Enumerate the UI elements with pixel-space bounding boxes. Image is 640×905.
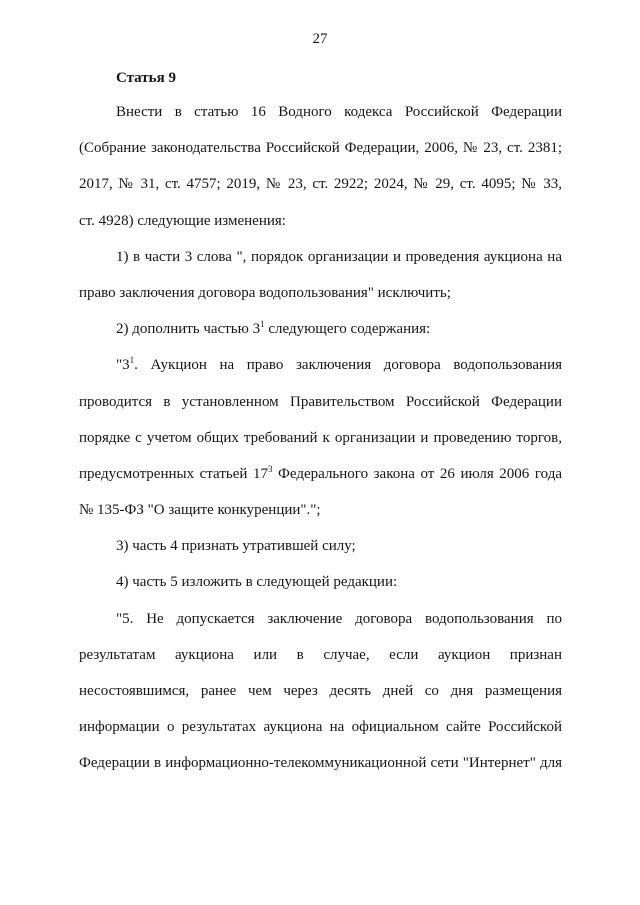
text-line: проводится в установленном Правительством Российской Федерации bbox=[79, 393, 562, 410]
superscript: 1 bbox=[260, 319, 265, 330]
line-text: 2) дополнить частью 3 bbox=[116, 321, 261, 338]
line-text: Федерального закона от 26 июля 2006 года bbox=[272, 465, 562, 482]
superscript: 3 bbox=[267, 463, 273, 474]
text-line: 1) в части 3 слова ", порядок организации и проведения аукциона на bbox=[116, 248, 562, 265]
line-text: предусмотренных статьей 17 bbox=[79, 465, 268, 482]
text-line bbox=[79, 347, 562, 383]
text-line: несостоявшимся, ранее чем через десять дней со дня размещения bbox=[79, 683, 562, 699]
line-text: "3 bbox=[116, 357, 130, 374]
text-line: 2017, № 31, ст. 4757; 2019, № 23, ст. 2922; 2024, № 29, ст. 4095; № 33, bbox=[79, 176, 562, 193]
text-line: 3) часть 4 признать утратившей силу; bbox=[116, 538, 356, 555]
text-line: № 135-ФЗ "О защите конкуренции"."; bbox=[79, 502, 321, 519]
text-line bbox=[79, 456, 562, 492]
text-line: ст. 4928) следующие изменения: bbox=[79, 212, 286, 229]
page-number: 27 bbox=[312, 31, 328, 47]
text-line: информации о результатах аукциона на официальном сайте Российской bbox=[79, 719, 562, 736]
text-line: (Собрание законодательства Российской Федерации, 2006, № 23, ст. 2381; bbox=[79, 140, 562, 157]
text-line: право заключения договора водопользования" исключить; bbox=[79, 284, 451, 301]
superscript: 1 bbox=[129, 355, 135, 366]
text-line: результатам аукциона или в случае, если аукцион признан bbox=[79, 646, 562, 663]
article-body bbox=[79, 94, 562, 782]
article-heading: Статья 9 bbox=[116, 70, 176, 86]
text-line: "5. Не допускается заключение договора водопользования по bbox=[116, 610, 562, 627]
line-text: . Аукцион на право заключения договора водопользования bbox=[134, 357, 562, 374]
text-line: Федерации в информационно-телекоммуникационной сети "Интернет" для bbox=[79, 755, 562, 772]
line-text: следующего содержания: bbox=[264, 321, 431, 338]
text-line bbox=[79, 311, 562, 347]
text-line: порядке с учетом общих требований к организации и проведению торгов, bbox=[79, 429, 562, 446]
text-line: 4) часть 5 изложить в следующей редакции: bbox=[116, 574, 398, 591]
text-line: Внести в статью 16 Водного кодекса Российской Федерации bbox=[116, 104, 562, 120]
